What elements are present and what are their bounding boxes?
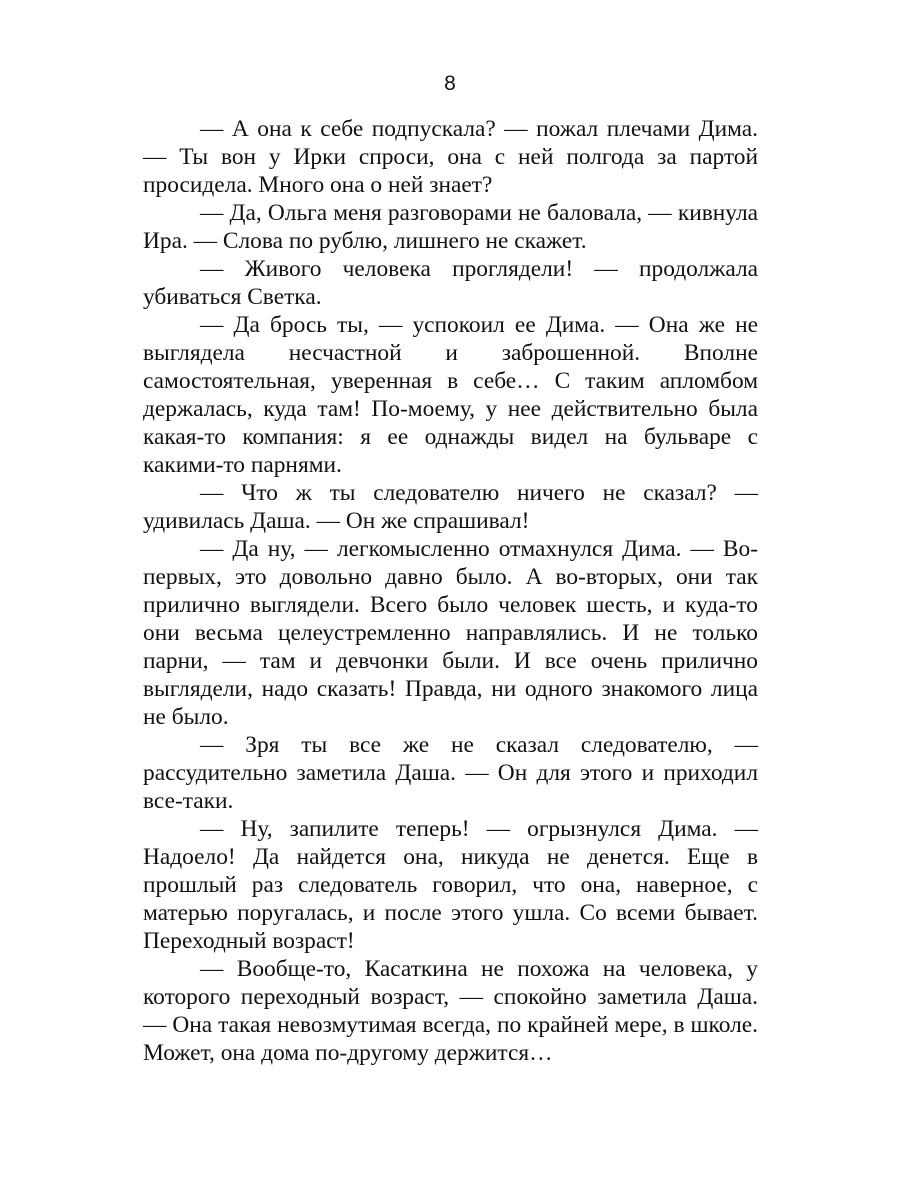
page-number: 8: [444, 72, 456, 95]
paragraph: — Да, Ольга меня разговорами не баловала, — кивнула Ира. — Слова по рублю, лишнего не скажет.: [143, 200, 758, 254]
paragraph: — Вообще-то, Касаткина не похожа на человека, у которого переходный возраст, — спокойно заметила Даша. — Она такая невозмутимая всегда, по крайней мере, в школе. Может, она дома по-другому держится…: [143, 956, 758, 1066]
paragraph: — Что ж ты следователю ничего не сказал? — удивилась Даша. — Он же спрашивал!: [143, 480, 758, 534]
paragraph: — Зря ты все же не сказал следователю, — рассудительно заметила Даша. — Он для этого и приходил все-таки.: [143, 732, 758, 814]
paragraph: — А она к себе подпускала? — пожал плечами Дима. — Ты вон у Ирки спроси, она с ней полгода за партой просидела. Много она о ней знает?: [143, 116, 758, 198]
paragraph: — Да ну, — легкомысленно отмахнулся Дима. — Во-первых, это довольно давно было. А во-вторых, они так прилично выглядели. Всего было человек шесть, и куда-то они весьма целеустремленно направлялись. И не только парни, — там и девчонки были. И все очень прилично выглядели, надо сказать! Правда, ни одного знакомого лица не было.: [143, 536, 758, 730]
text-body: [143, 115, 758, 1067]
paragraph: — Ну, запилите теперь! — огрызнулся Дима. — Надоело! Да найдется она, никуда не денется. Еще в прошлый раз следователь говорил, что она, наверное, с матерью поругалась, и после этого ушла. Со всеми бывает. Переходный возраст!: [143, 816, 758, 954]
paragraph: — Да брось ты, — успокоил ее Дима. — Она же не выглядела несчастной и заброшенной. Вполне самостоятельная, уверенная в себе… С таким апломбом держалась, куда там! По-моему, у нее действительно была какая-то компания: я ее однажды видел на бульваре с какими-то парнями.: [143, 312, 758, 478]
paragraph: — Живого человека проглядели! — продолжала убиваться Светка.: [143, 256, 758, 310]
